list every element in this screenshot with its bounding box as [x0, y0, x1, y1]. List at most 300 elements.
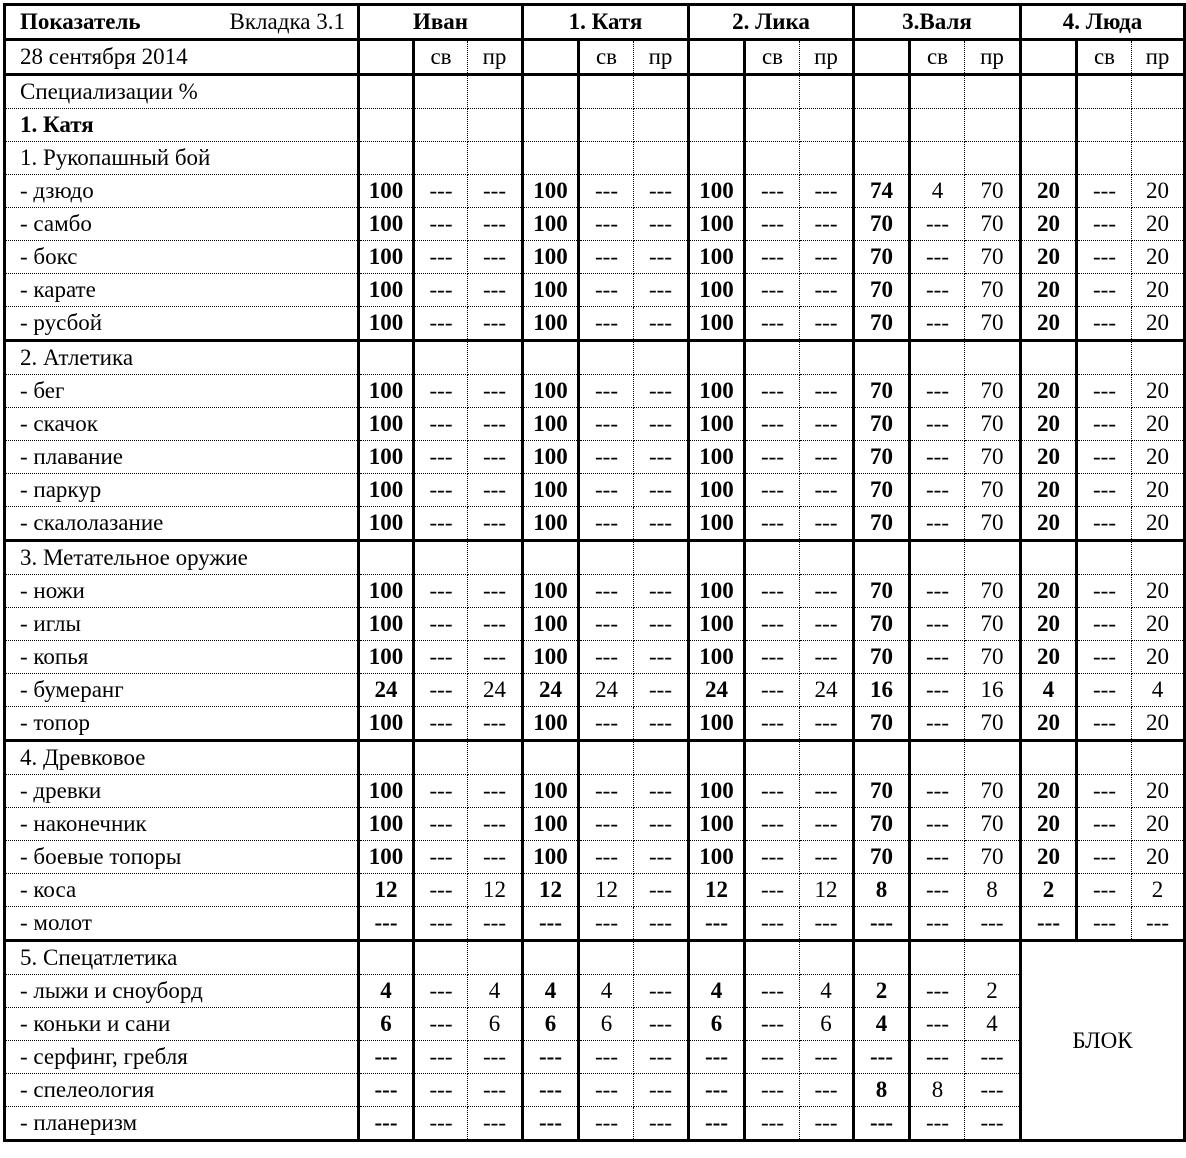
pr-value: 70	[965, 474, 1021, 507]
empty-cell	[1021, 741, 1077, 775]
sv-value: ---	[579, 507, 634, 541]
empty-cell	[523, 75, 579, 109]
empty-cell	[854, 75, 910, 109]
total-value: 100	[359, 507, 414, 541]
total-value: 100	[523, 808, 579, 841]
sv-value: 4	[910, 175, 965, 208]
section-title: 1. Рукопашный бой	[5, 142, 359, 175]
empty-cell	[745, 142, 800, 175]
row-label: - русбой	[5, 307, 359, 341]
section-title: 5. Спецатлетика	[5, 941, 359, 975]
pr-value: ---	[634, 507, 689, 541]
total-value: 4	[523, 975, 579, 1008]
pr-value: ---	[468, 1107, 523, 1141]
total-value: 100	[523, 441, 579, 474]
sv-value: ---	[910, 208, 965, 241]
pr-value: 70	[965, 641, 1021, 674]
header-row-names	[5, 5, 1185, 40]
pr-value: 20	[1132, 441, 1185, 474]
total-value: 6	[523, 1008, 579, 1041]
pr-value: ---	[468, 441, 523, 474]
empty-cell	[634, 541, 689, 575]
pr-value: ---	[800, 175, 854, 208]
empty-cell	[1021, 341, 1077, 375]
sv-value: ---	[910, 907, 965, 941]
sv-value: ---	[745, 841, 800, 874]
total-value: 100	[689, 175, 745, 208]
sv-value: ---	[745, 775, 800, 808]
pr-value: ---	[468, 907, 523, 941]
empty-cell	[910, 741, 965, 775]
sv-value: ---	[414, 641, 468, 674]
subcol-header: св	[579, 40, 634, 75]
sv-value: 4	[579, 975, 634, 1008]
pr-value: 12	[468, 874, 523, 907]
sv-value: ---	[1077, 307, 1132, 341]
total-value: 100	[359, 408, 414, 441]
total-value: ---	[854, 1107, 910, 1141]
pr-value: ---	[800, 1041, 854, 1074]
pr-value: ---	[634, 1074, 689, 1107]
total-value: ---	[1021, 907, 1077, 941]
total-value: 20	[1021, 808, 1077, 841]
total-value: 70	[854, 375, 910, 408]
pr-value: ---	[800, 307, 854, 341]
sv-value: ---	[910, 975, 965, 1008]
person-header: 4. Люда	[1021, 5, 1185, 40]
empty-cell	[523, 941, 579, 975]
total-value: 20	[1021, 507, 1077, 541]
row-label: - копья	[5, 641, 359, 674]
empty-cell	[800, 341, 854, 375]
sv-value: ---	[1077, 808, 1132, 841]
total-value: 100	[689, 274, 745, 307]
pr-value: 70	[965, 841, 1021, 874]
section-header-row	[5, 741, 1185, 775]
total-value: 100	[689, 841, 745, 874]
report-date: 28 сентября 2014	[5, 40, 359, 75]
pr-value: 6	[468, 1008, 523, 1041]
pr-value: ---	[965, 1041, 1021, 1074]
sv-value: ---	[745, 1041, 800, 1074]
sv-value: ---	[1077, 674, 1132, 707]
pr-value: 24	[800, 674, 854, 707]
table-row	[5, 208, 1185, 241]
sv-value: ---	[414, 307, 468, 341]
pr-value: ---	[634, 707, 689, 741]
sv-value: 12	[579, 874, 634, 907]
row-label: - коса	[5, 874, 359, 907]
total-value: 100	[689, 641, 745, 674]
pr-value: ---	[634, 975, 689, 1008]
subcol-header: св	[414, 40, 468, 75]
pr-value: ---	[634, 375, 689, 408]
total-value: 100	[523, 575, 579, 608]
pr-value: 20	[1132, 507, 1185, 541]
pr-value: ---	[468, 274, 523, 307]
total-value: 70	[854, 575, 910, 608]
pr-value: ---	[634, 208, 689, 241]
table-row	[5, 707, 1185, 741]
sv-value: ---	[579, 907, 634, 941]
empty-cell	[745, 741, 800, 775]
empty-cell	[1132, 741, 1185, 775]
total-value: 20	[1021, 575, 1077, 608]
total-value: ---	[359, 1074, 414, 1107]
sv-value: ---	[745, 707, 800, 741]
pr-value: ---	[468, 307, 523, 341]
pr-value: ---	[634, 441, 689, 474]
sv-value: ---	[579, 274, 634, 307]
section-header-row	[5, 541, 1185, 575]
sv-value: ---	[745, 575, 800, 608]
pr-value: ---	[468, 474, 523, 507]
pr-value: 70	[965, 808, 1021, 841]
row-label: - наконечник	[5, 808, 359, 841]
empty-cell	[910, 541, 965, 575]
pr-value: 20	[1132, 175, 1185, 208]
subcol-header: пр	[634, 40, 689, 75]
total-value: 100	[359, 208, 414, 241]
sv-value: ---	[1077, 775, 1132, 808]
sv-value: ---	[910, 274, 965, 307]
pr-value: 4	[800, 975, 854, 1008]
table-row	[5, 507, 1185, 541]
total-value: 20	[1021, 474, 1077, 507]
empty-cell	[800, 142, 854, 175]
total-value: ---	[359, 1041, 414, 1074]
pr-value: 70	[965, 241, 1021, 274]
pr-value: 20	[1132, 808, 1185, 841]
pr-value: 20	[1132, 307, 1185, 341]
total-value: ---	[523, 1074, 579, 1107]
total-value: 20	[1021, 608, 1077, 641]
row-label: - боевые топоры	[5, 841, 359, 874]
table-row	[5, 975, 1185, 1008]
sv-value: ---	[414, 1041, 468, 1074]
person-header: Иван	[359, 5, 523, 40]
sv-value: ---	[1077, 441, 1132, 474]
empty-cell	[523, 341, 579, 375]
empty-cell	[468, 75, 523, 109]
sv-value: ---	[414, 575, 468, 608]
total-value: 6	[359, 1008, 414, 1041]
sv-value: ---	[745, 975, 800, 1008]
sv-value: ---	[414, 874, 468, 907]
row-label: - бумеранг	[5, 674, 359, 707]
pr-value: 20	[1132, 208, 1185, 241]
sv-value: ---	[745, 408, 800, 441]
pr-value: ---	[800, 1107, 854, 1141]
empty-cell	[468, 741, 523, 775]
pr-value: ---	[965, 1074, 1021, 1107]
pr-value: ---	[634, 775, 689, 808]
row-label: - ножи	[5, 575, 359, 608]
empty-cell	[745, 109, 800, 142]
row-label: - паркур	[5, 474, 359, 507]
pr-value: 4	[965, 1008, 1021, 1041]
sv-value: ---	[910, 707, 965, 741]
pr-value: 70	[965, 307, 1021, 341]
intro-row	[5, 109, 1185, 142]
total-value: 70	[854, 274, 910, 307]
pr-value: ---	[800, 907, 854, 941]
total-value: 20	[1021, 375, 1077, 408]
empty-cell	[579, 109, 634, 142]
pr-value: ---	[800, 808, 854, 841]
empty-cell	[414, 741, 468, 775]
sv-value: ---	[579, 775, 634, 808]
row-label: - бокс	[5, 241, 359, 274]
sv-value: ---	[579, 441, 634, 474]
intro-row	[5, 75, 1185, 109]
empty-cell	[1021, 142, 1077, 175]
table-row	[5, 274, 1185, 307]
sv-value: ---	[910, 608, 965, 641]
empty-cell	[468, 941, 523, 975]
sv-value: ---	[579, 1041, 634, 1074]
total-value: 100	[523, 841, 579, 874]
sv-value: ---	[579, 375, 634, 408]
empty-cell	[634, 75, 689, 109]
empty-cell	[1077, 741, 1132, 775]
sv-value: ---	[745, 274, 800, 307]
pr-value: ---	[800, 408, 854, 441]
total-value: 6	[689, 1008, 745, 1041]
empty-cell	[965, 75, 1021, 109]
empty-cell	[634, 341, 689, 375]
pr-value: ---	[468, 175, 523, 208]
table-row	[5, 608, 1185, 641]
header-title-cell	[5, 5, 359, 40]
sv-value: ---	[745, 441, 800, 474]
sv-value: ---	[1077, 274, 1132, 307]
sv-value: ---	[745, 1008, 800, 1041]
total-value: 70	[854, 441, 910, 474]
sv-value: ---	[1077, 241, 1132, 274]
empty-cell	[523, 142, 579, 175]
pr-value: ---	[800, 1074, 854, 1107]
total-value: 8	[854, 874, 910, 907]
sv-value: ---	[1077, 874, 1132, 907]
pr-value: 20	[1132, 707, 1185, 741]
blocked-area: БЛОК	[1021, 941, 1185, 1141]
sv-value: ---	[414, 441, 468, 474]
pr-value: ---	[634, 907, 689, 941]
pr-value: ---	[634, 241, 689, 274]
total-value: 24	[689, 674, 745, 707]
row-label: - серфинг, гребля	[5, 1041, 359, 1074]
empty-cell	[689, 741, 745, 775]
empty-cell	[523, 741, 579, 775]
table-row	[5, 1041, 1185, 1074]
person-header: 2. Лика	[689, 5, 854, 40]
sv-value: ---	[579, 175, 634, 208]
empty-cell	[910, 341, 965, 375]
empty-cell	[1077, 109, 1132, 142]
pr-value: 20	[1132, 608, 1185, 641]
pr-value: 20	[1132, 241, 1185, 274]
empty-cell	[854, 109, 910, 142]
empty-cell	[689, 142, 745, 175]
total-value: ---	[523, 1041, 579, 1074]
table-row	[5, 808, 1185, 841]
sv-value: ---	[745, 241, 800, 274]
row-label: - топор	[5, 707, 359, 741]
empty-cell	[745, 941, 800, 975]
total-value: ---	[689, 907, 745, 941]
empty-cell	[414, 142, 468, 175]
sv-value: 8	[910, 1074, 965, 1107]
pr-value: ---	[800, 241, 854, 274]
pr-value: 70	[965, 608, 1021, 641]
pr-value: ---	[634, 808, 689, 841]
empty-cell	[359, 741, 414, 775]
pr-value: ---	[800, 608, 854, 641]
empty-cell	[965, 341, 1021, 375]
empty-cell	[1132, 75, 1185, 109]
pr-value: 70	[965, 274, 1021, 307]
subcol-header: св	[910, 40, 965, 75]
sv-value: ---	[745, 375, 800, 408]
sv-value: ---	[579, 707, 634, 741]
pr-value: 70	[965, 507, 1021, 541]
total-value: ---	[359, 1107, 414, 1141]
section-title: 4. Древковое	[5, 741, 359, 775]
total-value: 100	[689, 608, 745, 641]
table-row	[5, 1107, 1185, 1141]
empty-cell	[854, 341, 910, 375]
pr-value: 70	[965, 208, 1021, 241]
sv-value: ---	[1077, 408, 1132, 441]
empty-cell	[579, 541, 634, 575]
pr-value: ---	[468, 841, 523, 874]
sv-value: ---	[579, 641, 634, 674]
total-value: 70	[854, 707, 910, 741]
sv-value: 24	[579, 674, 634, 707]
pr-value: ---	[468, 1074, 523, 1107]
pr-value: 20	[1132, 841, 1185, 874]
total-value: 70	[854, 507, 910, 541]
row-label: - древки	[5, 775, 359, 808]
total-value: 8	[854, 1074, 910, 1107]
total-value: 20	[1021, 241, 1077, 274]
sv-value: ---	[414, 1008, 468, 1041]
total-value: 100	[523, 408, 579, 441]
empty-cell	[910, 109, 965, 142]
empty-cell	[634, 109, 689, 142]
empty-cell	[579, 142, 634, 175]
total-value: 12	[689, 874, 745, 907]
sv-value: ---	[910, 641, 965, 674]
pr-value: ---	[468, 641, 523, 674]
total-value: ---	[854, 907, 910, 941]
pr-value: ---	[468, 808, 523, 841]
total-value: 20	[1021, 841, 1077, 874]
empty-cell	[523, 541, 579, 575]
pr-value: ---	[468, 775, 523, 808]
empty-cell	[414, 109, 468, 142]
table-row	[5, 441, 1185, 474]
sv-value: ---	[414, 375, 468, 408]
sv-value: ---	[414, 674, 468, 707]
empty-cell	[1077, 142, 1132, 175]
pr-value: 2	[1132, 874, 1185, 907]
pr-value: ---	[634, 408, 689, 441]
sv-value: ---	[745, 1074, 800, 1107]
empty-cell	[689, 941, 745, 975]
sv-value: ---	[910, 474, 965, 507]
sv-value: ---	[1077, 707, 1132, 741]
section-title: 3. Метательное оружие	[5, 541, 359, 575]
pr-value: ---	[800, 641, 854, 674]
total-value: 100	[689, 375, 745, 408]
sv-value: ---	[1077, 474, 1132, 507]
sv-value: ---	[414, 274, 468, 307]
sv-value: ---	[910, 575, 965, 608]
pr-value: 2	[965, 975, 1021, 1008]
sv-value: ---	[745, 907, 800, 941]
sv-value: ---	[1077, 575, 1132, 608]
tab-label: Вкладка 3.1	[229, 9, 345, 34]
sv-value: ---	[745, 474, 800, 507]
row-label: - коньки и сани	[5, 1008, 359, 1041]
pr-value: ---	[634, 175, 689, 208]
total-value: 100	[689, 507, 745, 541]
empty-cell	[1077, 541, 1132, 575]
sv-value: ---	[1077, 375, 1132, 408]
sv-value: ---	[579, 1074, 634, 1107]
pr-value: ---	[634, 1008, 689, 1041]
empty-cell	[468, 541, 523, 575]
pr-value: ---	[800, 775, 854, 808]
total-value: 100	[523, 375, 579, 408]
sv-value: ---	[414, 507, 468, 541]
pr-value: 16	[965, 674, 1021, 707]
subcol-header: пр	[1132, 40, 1185, 75]
sv-value: ---	[910, 307, 965, 341]
pr-value: ---	[800, 707, 854, 741]
total-value: 100	[359, 808, 414, 841]
total-value: 100	[689, 441, 745, 474]
subcol-header: пр	[965, 40, 1021, 75]
total-value: 100	[359, 175, 414, 208]
row-label: - скачок	[5, 408, 359, 441]
pr-value: 4	[468, 975, 523, 1008]
pr-value: ---	[468, 1041, 523, 1074]
empty-cell	[910, 142, 965, 175]
section-title: 2. Атлетика	[5, 341, 359, 375]
person-header: 3.Валя	[854, 5, 1021, 40]
empty-cell	[965, 541, 1021, 575]
subcol-header	[1021, 40, 1077, 75]
sv-value: ---	[745, 175, 800, 208]
empty-cell	[745, 75, 800, 109]
row-label: Специализации %	[5, 75, 359, 109]
pr-value: ---	[800, 575, 854, 608]
empty-cell	[854, 941, 910, 975]
total-value: ---	[359, 907, 414, 941]
empty-cell	[745, 541, 800, 575]
total-value: 70	[854, 307, 910, 341]
pr-value: 24	[468, 674, 523, 707]
empty-cell	[579, 341, 634, 375]
total-value: 20	[1021, 208, 1077, 241]
total-value: 70	[854, 808, 910, 841]
total-value: 20	[1021, 707, 1077, 741]
total-value: 100	[689, 808, 745, 841]
sv-value: ---	[745, 874, 800, 907]
